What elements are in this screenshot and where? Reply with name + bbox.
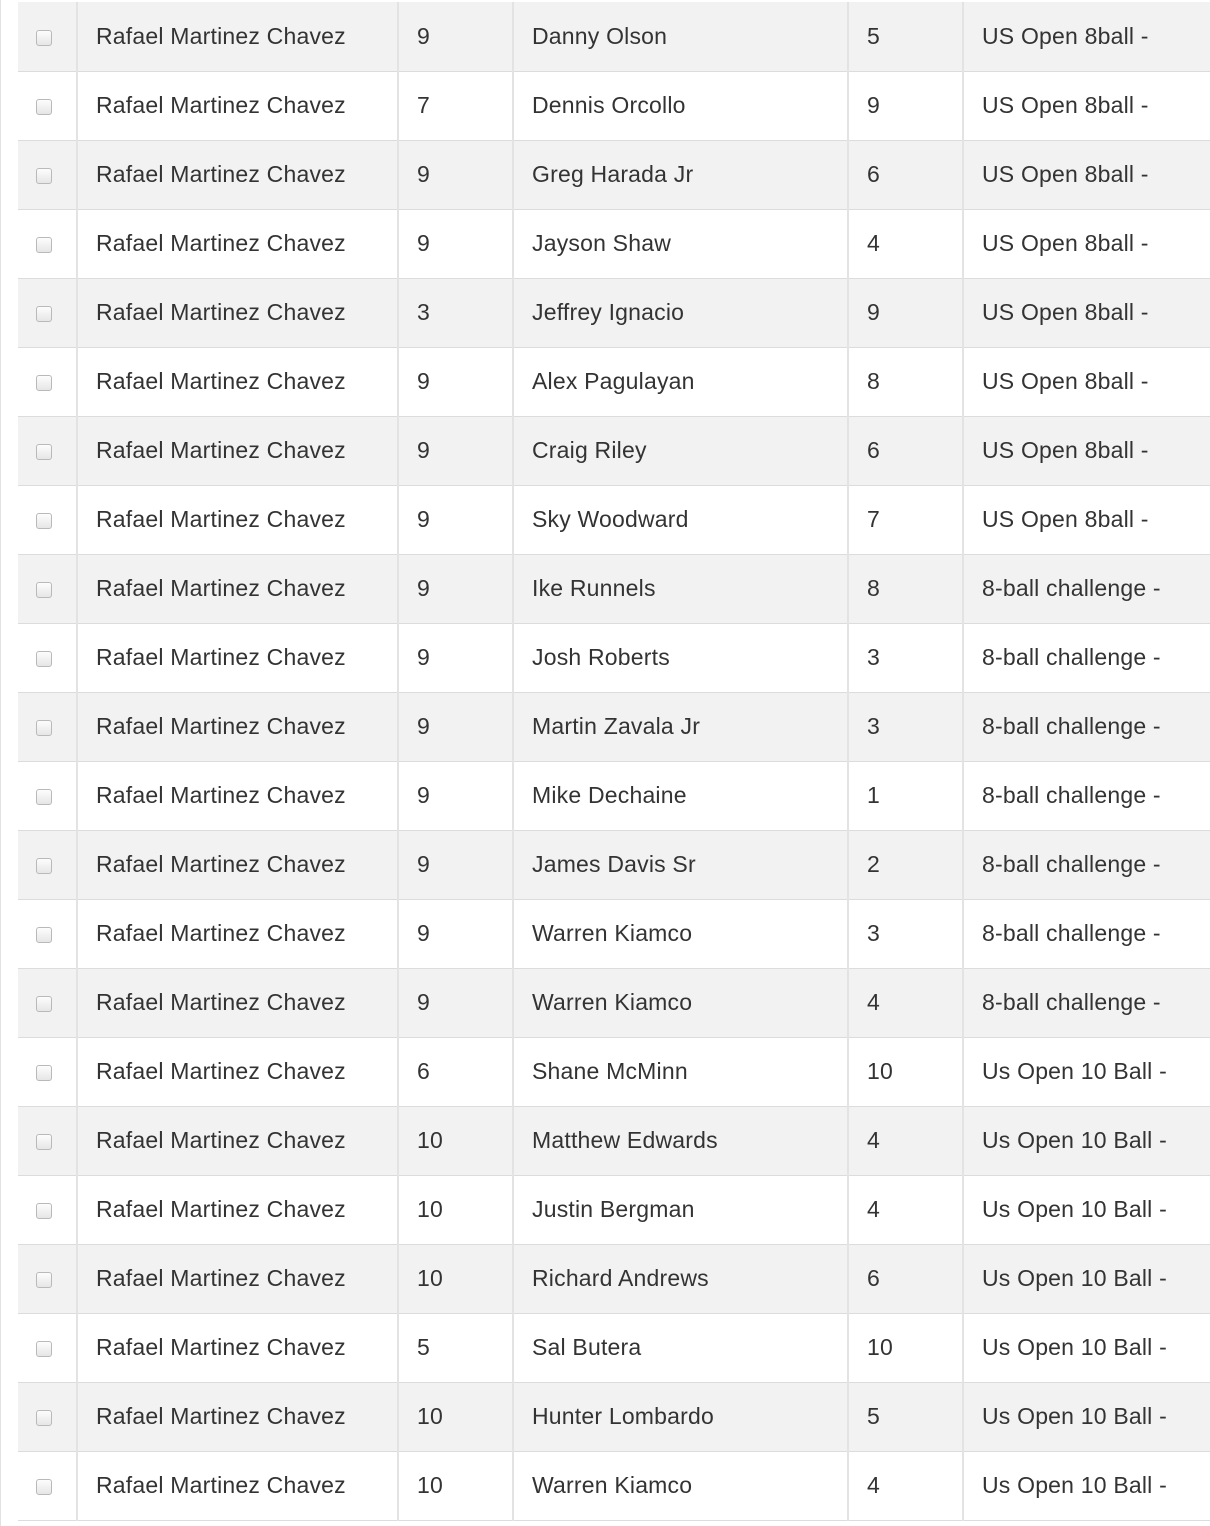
row-select-cell [18, 416, 77, 485]
player-name-cell: Rafael Martinez Chavez [77, 623, 398, 692]
table-row [18, 1244, 1210, 1313]
player-score-cell: 9 [398, 761, 513, 830]
opponent-name-cell: Craig Riley [513, 416, 848, 485]
row-select-cell [18, 1175, 77, 1244]
player-score-cell: 9 [398, 968, 513, 1037]
opponent-name-cell: Sky Woodward [513, 485, 848, 554]
opponent-score-cell: 10 [848, 1313, 963, 1382]
event-name-cell: 8-ball challenge - [963, 692, 1210, 761]
table-row [18, 761, 1210, 830]
event-name-cell: Us Open 10 Ball - [963, 1382, 1210, 1451]
event-name-cell: US Open 8ball - [963, 416, 1210, 485]
player-name-cell: Rafael Martinez Chavez [77, 485, 398, 554]
event-name-cell: Us Open 10 Ball - [963, 1106, 1210, 1175]
event-name-cell: Us Open 10 Ball - [963, 1451, 1210, 1520]
opponent-score-cell: 5 [848, 2, 963, 71]
opponent-score-cell: 6 [848, 1244, 963, 1313]
player-score-cell: 10 [398, 1451, 513, 1520]
player-score-cell: 9 [398, 2, 513, 71]
opponent-name-cell: Ike Runnels [513, 554, 848, 623]
row-select-cell [18, 485, 77, 554]
row-select-cell [18, 899, 77, 968]
event-name-cell: US Open 8ball - [963, 485, 1210, 554]
opponent-name-cell: Justin Bergman [513, 1175, 848, 1244]
player-score-cell: 10 [398, 1175, 513, 1244]
opponent-score-cell: 10 [848, 1037, 963, 1106]
row-select-checkbox[interactable] [36, 237, 52, 253]
player-name-cell: Rafael Martinez Chavez [77, 1313, 398, 1382]
row-select-checkbox[interactable] [36, 1272, 52, 1288]
event-name-cell: US Open 8ball - [963, 278, 1210, 347]
player-name-cell: Rafael Martinez Chavez [77, 416, 398, 485]
row-select-cell [18, 71, 77, 140]
opponent-score-cell: 2 [848, 830, 963, 899]
row-select-cell [18, 347, 77, 416]
table-row [18, 2, 1210, 71]
player-score-cell: 9 [398, 209, 513, 278]
event-name-cell: 8-ball challenge - [963, 554, 1210, 623]
row-select-cell [18, 554, 77, 623]
opponent-name-cell: Hunter Lombardo [513, 1382, 848, 1451]
event-name-cell: Us Open 10 Ball - [963, 1313, 1210, 1382]
player-score-cell: 9 [398, 416, 513, 485]
opponent-name-cell: Jeffrey Ignacio [513, 278, 848, 347]
player-score-cell: 3 [398, 278, 513, 347]
match-results-table-container [18, 2, 1210, 1521]
row-select-checkbox[interactable] [36, 1341, 52, 1357]
row-select-cell [18, 1382, 77, 1451]
opponent-score-cell: 4 [848, 1175, 963, 1244]
row-select-cell [18, 2, 77, 71]
player-score-cell: 6 [398, 1037, 513, 1106]
opponent-score-cell: 8 [848, 554, 963, 623]
row-select-cell [18, 1037, 77, 1106]
table-row [18, 347, 1210, 416]
opponent-name-cell: Alex Pagulayan [513, 347, 848, 416]
event-name-cell: 8-ball challenge - [963, 761, 1210, 830]
row-select-cell [18, 1244, 77, 1313]
event-name-cell: US Open 8ball - [963, 140, 1210, 209]
event-name-cell: US Open 8ball - [963, 2, 1210, 71]
player-score-cell: 5 [398, 1313, 513, 1382]
table-row [18, 1175, 1210, 1244]
opponent-score-cell: 4 [848, 1106, 963, 1175]
player-name-cell: Rafael Martinez Chavez [77, 692, 398, 761]
row-select-checkbox[interactable] [36, 1410, 52, 1426]
opponent-name-cell: Josh Roberts [513, 623, 848, 692]
opponent-name-cell: Dennis Orcollo [513, 71, 848, 140]
opponent-name-cell: Martin Zavala Jr [513, 692, 848, 761]
row-select-cell [18, 830, 77, 899]
player-name-cell: Rafael Martinez Chavez [77, 140, 398, 209]
table-row [18, 554, 1210, 623]
row-select-checkbox[interactable] [36, 927, 52, 943]
player-name-cell: Rafael Martinez Chavez [77, 1244, 398, 1313]
player-name-cell: Rafael Martinez Chavez [77, 830, 398, 899]
player-score-cell: 7 [398, 71, 513, 140]
opponent-score-cell: 3 [848, 692, 963, 761]
event-name-cell: US Open 8ball - [963, 347, 1210, 416]
event-name-cell: 8-ball challenge - [963, 899, 1210, 968]
opponent-name-cell: Richard Andrews [513, 1244, 848, 1313]
player-score-cell: 10 [398, 1244, 513, 1313]
event-name-cell: Us Open 10 Ball - [963, 1037, 1210, 1106]
row-select-checkbox[interactable] [36, 996, 52, 1012]
row-select-checkbox[interactable] [36, 858, 52, 874]
row-select-checkbox[interactable] [36, 306, 52, 322]
row-select-cell [18, 1313, 77, 1382]
table-row [18, 1382, 1210, 1451]
opponent-score-cell: 7 [848, 485, 963, 554]
opponent-score-cell: 4 [848, 968, 963, 1037]
opponent-score-cell: 4 [848, 1451, 963, 1520]
player-name-cell: Rafael Martinez Chavez [77, 209, 398, 278]
player-name-cell: Rafael Martinez Chavez [77, 968, 398, 1037]
player-score-cell: 9 [398, 485, 513, 554]
player-score-cell: 9 [398, 899, 513, 968]
opponent-name-cell: Jayson Shaw [513, 209, 848, 278]
player-name-cell: Rafael Martinez Chavez [77, 1382, 398, 1451]
player-name-cell: Rafael Martinez Chavez [77, 554, 398, 623]
opponent-score-cell: 3 [848, 623, 963, 692]
event-name-cell: Us Open 10 Ball - [963, 1244, 1210, 1313]
page-left-border [0, 0, 1, 1526]
row-select-cell [18, 623, 77, 692]
opponent-name-cell: Sal Butera [513, 1313, 848, 1382]
player-score-cell: 10 [398, 1382, 513, 1451]
event-name-cell: Us Open 10 Ball - [963, 1175, 1210, 1244]
player-name-cell: Rafael Martinez Chavez [77, 347, 398, 416]
opponent-name-cell: Warren Kiamco [513, 1451, 848, 1520]
row-select-checkbox[interactable] [36, 375, 52, 391]
opponent-score-cell: 9 [848, 278, 963, 347]
row-select-checkbox[interactable] [36, 513, 52, 529]
opponent-score-cell: 8 [848, 347, 963, 416]
player-name-cell: Rafael Martinez Chavez [77, 1106, 398, 1175]
player-name-cell: Rafael Martinez Chavez [77, 899, 398, 968]
row-select-cell [18, 761, 77, 830]
opponent-name-cell: Mike Dechaine [513, 761, 848, 830]
player-name-cell: Rafael Martinez Chavez [77, 2, 398, 71]
row-select-checkbox[interactable] [36, 1134, 52, 1150]
player-score-cell: 10 [398, 1106, 513, 1175]
table-row [18, 485, 1210, 554]
opponent-name-cell: Shane McMinn [513, 1037, 848, 1106]
player-score-cell: 9 [398, 692, 513, 761]
row-select-checkbox[interactable] [36, 1479, 52, 1495]
opponent-score-cell: 6 [848, 416, 963, 485]
opponent-name-cell: James Davis Sr [513, 830, 848, 899]
opponent-name-cell: Greg Harada Jr [513, 140, 848, 209]
row-select-cell [18, 209, 77, 278]
event-name-cell: 8-ball challenge - [963, 830, 1210, 899]
table-row [18, 1106, 1210, 1175]
row-select-cell [18, 278, 77, 347]
row-select-checkbox[interactable] [36, 720, 52, 736]
event-name-cell: 8-ball challenge - [963, 623, 1210, 692]
row-select-checkbox[interactable] [36, 651, 52, 667]
table-row [18, 209, 1210, 278]
table-row [18, 416, 1210, 485]
row-select-checkbox[interactable] [36, 99, 52, 115]
player-name-cell: Rafael Martinez Chavez [77, 1451, 398, 1520]
player-score-cell: 9 [398, 554, 513, 623]
player-name-cell: Rafael Martinez Chavez [77, 1175, 398, 1244]
player-score-cell: 9 [398, 347, 513, 416]
player-name-cell: Rafael Martinez Chavez [77, 71, 398, 140]
table-row [18, 1037, 1210, 1106]
table-row [18, 1313, 1210, 1382]
player-name-cell: Rafael Martinez Chavez [77, 761, 398, 830]
opponent-score-cell: 3 [848, 899, 963, 968]
match-results-table [18, 2, 1210, 1521]
player-score-cell: 9 [398, 623, 513, 692]
table-row [18, 692, 1210, 761]
row-select-cell [18, 1106, 77, 1175]
row-select-cell [18, 1451, 77, 1520]
table-row [18, 968, 1210, 1037]
row-select-checkbox[interactable] [36, 444, 52, 460]
event-name-cell: US Open 8ball - [963, 209, 1210, 278]
table-row [18, 71, 1210, 140]
row-select-cell [18, 692, 77, 761]
opponent-score-cell: 4 [848, 209, 963, 278]
row-select-cell [18, 140, 77, 209]
opponent-name-cell: Danny Olson [513, 2, 848, 71]
event-name-cell: US Open 8ball - [963, 71, 1210, 140]
event-name-cell: 8-ball challenge - [963, 968, 1210, 1037]
player-score-cell: 9 [398, 830, 513, 899]
row-select-checkbox[interactable] [36, 30, 52, 46]
table-row [18, 1451, 1210, 1520]
row-select-checkbox[interactable] [36, 1203, 52, 1219]
table-row [18, 623, 1210, 692]
table-row [18, 830, 1210, 899]
player-name-cell: Rafael Martinez Chavez [77, 278, 398, 347]
opponent-score-cell: 6 [848, 140, 963, 209]
row-select-checkbox[interactable] [36, 789, 52, 805]
row-select-checkbox[interactable] [36, 168, 52, 184]
table-row [18, 899, 1210, 968]
opponent-score-cell: 1 [848, 761, 963, 830]
opponent-name-cell: Matthew Edwards [513, 1106, 848, 1175]
row-select-cell [18, 968, 77, 1037]
opponent-name-cell: Warren Kiamco [513, 899, 848, 968]
row-select-checkbox[interactable] [36, 1065, 52, 1081]
row-select-checkbox[interactable] [36, 582, 52, 598]
match-results-body [18, 2, 1210, 1520]
table-row [18, 140, 1210, 209]
player-score-cell: 9 [398, 140, 513, 209]
opponent-score-cell: 5 [848, 1382, 963, 1451]
table-row [18, 278, 1210, 347]
opponent-name-cell: Warren Kiamco [513, 968, 848, 1037]
player-name-cell: Rafael Martinez Chavez [77, 1037, 398, 1106]
opponent-score-cell: 9 [848, 71, 963, 140]
